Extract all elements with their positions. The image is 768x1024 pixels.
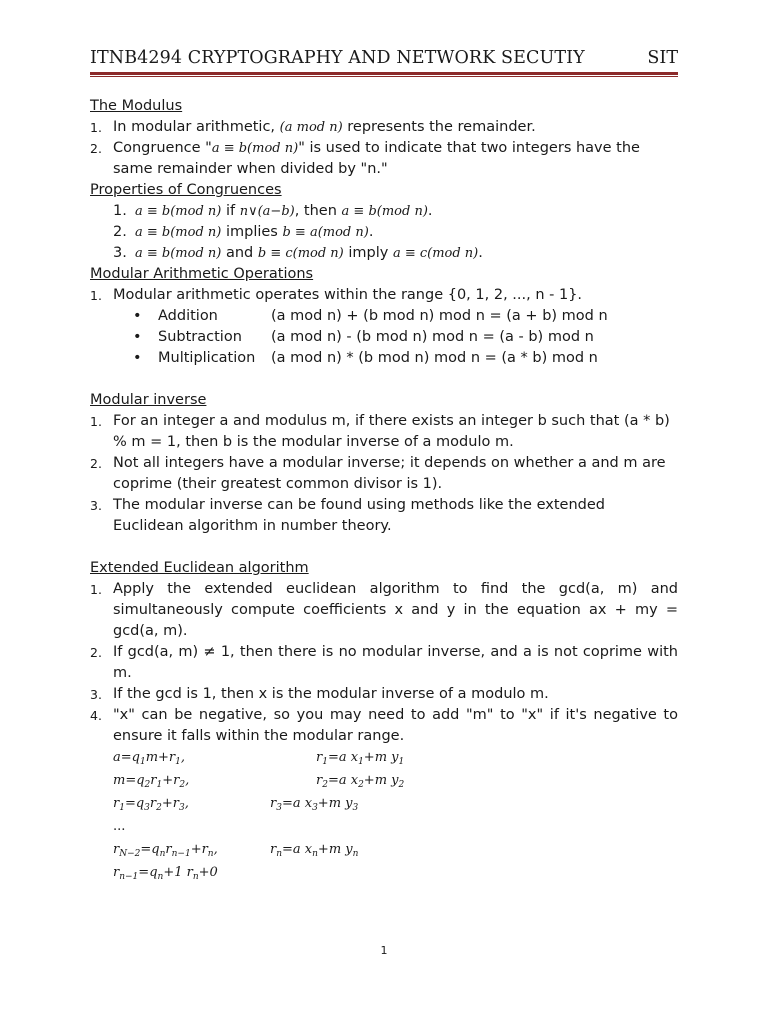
operations-table: [90, 306, 678, 369]
math-expression: a ≡ c(mod n): [392, 246, 479, 261]
item-text: If gcd(a, m) ≠ 1, then there is no modular inverse, and a is not coprime with m.: [113, 644, 678, 681]
item-text: imply: [343, 245, 393, 261]
item-text: If the gcd is 1, then x is the modular inverse of a modulo m.: [113, 686, 549, 702]
inverse-list: [90, 411, 678, 537]
equation-row: [90, 770, 678, 793]
list-item: [90, 642, 678, 684]
equation-row: [90, 839, 678, 862]
list-item: [90, 684, 678, 705]
equation-left: $r_{n-1}=q_n+1$ $r_n+0$: [113, 865, 218, 882]
congruences-heading: Properties of Congruences: [90, 182, 282, 198]
math-expression: a ≡ b(mod n): [341, 204, 428, 219]
list-item: [90, 495, 678, 537]
operation-row: [90, 306, 678, 327]
item-number: 1.: [90, 414, 102, 429]
item-number: 2.: [90, 141, 102, 156]
page-number: 1: [380, 944, 388, 957]
operation-formula: (a mod n) * (b mod n) mod n = (a * b) mod n: [271, 350, 598, 366]
item-number: 1.: [90, 288, 102, 303]
operation-row: [90, 327, 678, 348]
bullet-icon: •: [133, 329, 142, 345]
item-text: Modular arithmetic operates within the range {0, 1, 2, ..., n - 1}.: [113, 287, 583, 303]
item-number: 2.: [90, 645, 102, 660]
math-expression: a ≡ b(mod n): [135, 204, 222, 219]
list-item: [90, 201, 678, 222]
item-text: "x" can be negative, so you may need to add "m" to "x" if it's negative to ensure it falls within the modular range.: [113, 707, 678, 744]
item-number: 2.: [113, 224, 127, 240]
modulus-heading: The Modulus: [90, 98, 183, 114]
operation-label: Subtraction: [158, 329, 242, 345]
math-expression: b ≡ c(mod n): [257, 246, 344, 261]
list-item: [90, 579, 678, 642]
equation-right: $r_2=a$ $x_2+m$ $y_2$: [316, 773, 405, 790]
item-number: 3.: [113, 245, 127, 261]
item-text: and: [221, 245, 258, 261]
item-text: if: [221, 203, 240, 219]
item-text: In modular arithmetic,: [113, 119, 280, 135]
operation-label: Addition: [158, 308, 218, 324]
math-expression: n∨(a−b): [239, 204, 295, 219]
item-text: , then: [294, 203, 342, 219]
equation-row: [90, 816, 678, 839]
list-item: [90, 117, 678, 138]
bullet-icon: •: [133, 350, 142, 366]
list-item: [90, 222, 678, 243]
operation-row: [90, 348, 678, 369]
document-title: ITNB4294 CRYPTOGRAPHY AND NETWORK SECUTIY: [90, 48, 585, 68]
item-text: .: [368, 224, 374, 240]
equation-left: $r_{N-2}=q_nr_{n-1}+r_n$,: [113, 842, 218, 859]
item-number: 3.: [90, 687, 102, 702]
equation-row: [90, 747, 678, 770]
item-text: Congruence ": [113, 140, 212, 156]
list-item: [90, 243, 678, 264]
header-right-label: SIT: [647, 48, 678, 68]
item-text: " is used to indicate that two integers have the same remainder when divided by "n.": [113, 140, 640, 177]
list-item: [90, 138, 678, 180]
congruences-list: [90, 201, 678, 264]
euclid-heading: Extended Euclidean algorithm: [90, 560, 309, 576]
item-number: 1.: [90, 120, 102, 135]
equation-block: [90, 747, 678, 885]
list-item: [90, 453, 678, 495]
operations-heading: Modular Arithmetic Operations: [90, 266, 314, 282]
math-expression: b ≡ a(mod n): [282, 225, 369, 240]
equation-right: $r_3=a$ $x_3+m$ $y_3$: [270, 796, 359, 813]
item-text: .: [478, 245, 483, 261]
math-expression: (a mod n): [279, 120, 343, 135]
inverse-heading: Modular inverse: [90, 392, 207, 408]
item-text: For an integer a and modulus m, if there exists an integer b such that (a * b) % m = 1, then b is the modular inverse of a modulo m.: [113, 413, 670, 450]
bullet-icon: •: [133, 308, 142, 324]
list-item: [90, 705, 678, 747]
equation-left: $r_1=q_3r_2+r_3$,: [113, 796, 189, 813]
math-expression: a ≡ b(mod n): [135, 246, 222, 261]
item-text: The modular inverse can be found using methods like the extended Euclidean algorithm in number theory.: [113, 497, 605, 534]
item-number: 1.: [113, 203, 127, 219]
item-text: .: [427, 203, 433, 219]
item-number: 3.: [90, 498, 102, 513]
math-expression: a ≡ b(mod n): [211, 141, 299, 156]
ellipsis: ...: [113, 819, 126, 834]
list-item: [90, 411, 678, 453]
item-number: 4.: [90, 708, 102, 723]
item-text: represents the remainder.: [342, 119, 536, 135]
item-text: implies: [221, 224, 283, 240]
equation-right: $r_n=a$ $x_n+m$ $y_n$: [270, 842, 359, 859]
page-header: [90, 48, 678, 72]
equation-left: $a=q_1m+r_1$,: [113, 750, 186, 767]
list-item: [90, 285, 678, 306]
equation-left: $m=q_2r_1+r_2$,: [113, 773, 190, 790]
item-text: Not all integers have a modular inverse; it depends on whether a and m are coprime (their greatest common divisor is 1).: [113, 455, 666, 492]
item-number: 2.: [90, 456, 102, 471]
equation-row: [90, 862, 678, 885]
equation-row: [90, 793, 678, 816]
euclid-list: [90, 579, 678, 747]
item-number: 1.: [90, 582, 102, 597]
math-expression: a ≡ b(mod n): [135, 225, 222, 240]
header-rule-thick: [90, 72, 678, 75]
operations-list: [90, 285, 678, 306]
item-text: Apply the extended euclidean algorithm to find the gcd(a, m) and simultaneously compute coefficients x and y in the equation ax + my = gcd(a, m).: [113, 581, 678, 639]
document-body: [90, 96, 678, 885]
operation-label: Multiplication: [158, 350, 256, 366]
operation-formula: (a mod n) - (b mod n) mod n = (a - b) mod n: [271, 329, 594, 345]
header-rule-thin: [90, 76, 678, 77]
equation-right: $r_1=a$ $x_1+m$ $y_1$: [316, 750, 405, 767]
operation-formula: (a mod n) + (b mod n) mod n = (a + b) mod n: [271, 308, 608, 324]
modulus-list: [90, 117, 678, 180]
